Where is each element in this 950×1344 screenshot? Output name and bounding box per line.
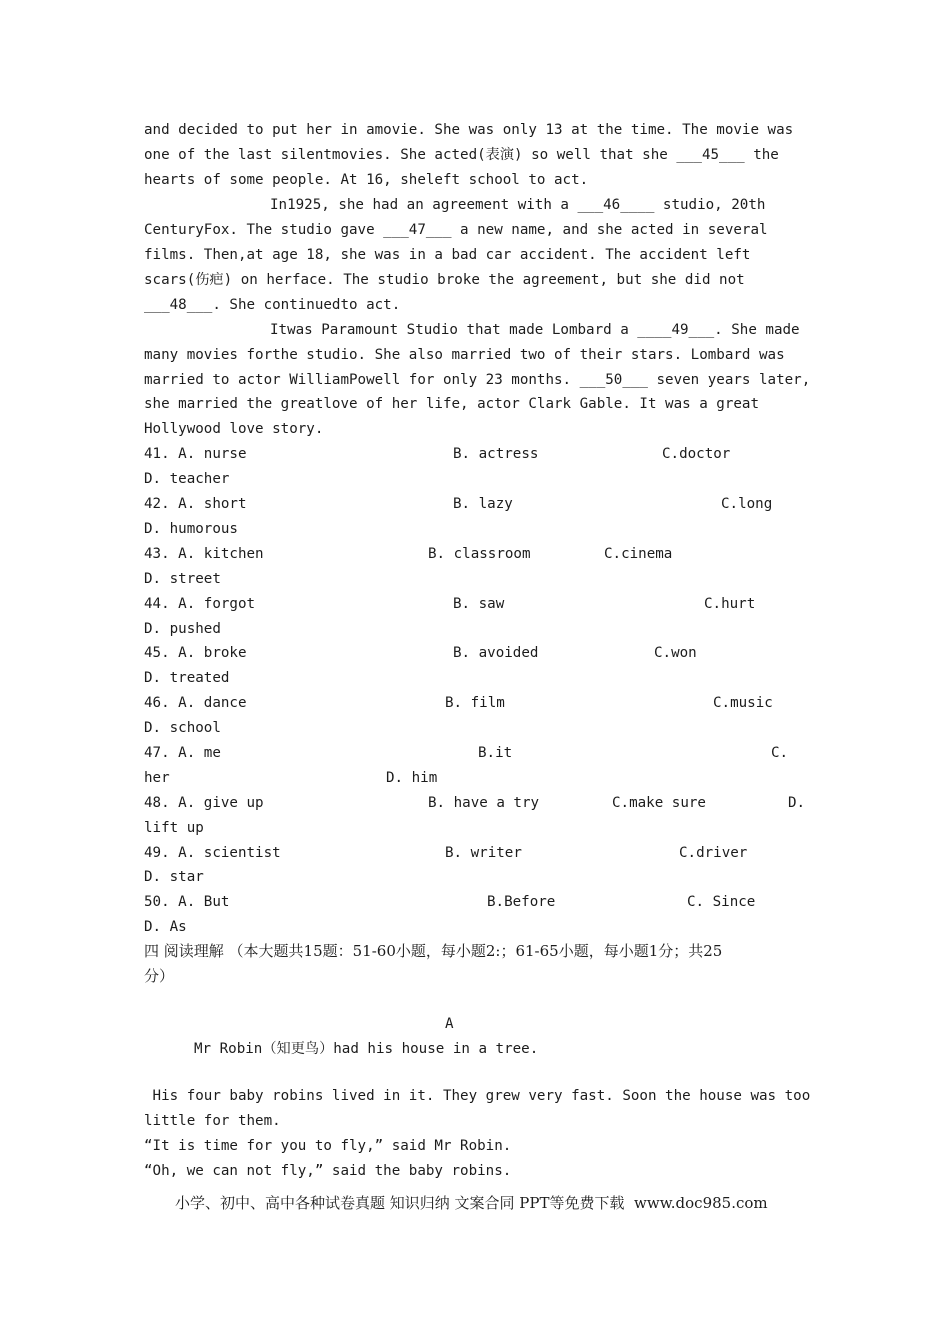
- question-41-option-d: D. teacher: [144, 471, 230, 487]
- question-48-option-b: B. have a try: [428, 795, 540, 811]
- question-49-option-b: B. writer: [445, 845, 522, 861]
- question-41-option-a: 41. A. nurse: [144, 446, 247, 462]
- question-45-option-d: D. treated: [144, 670, 230, 686]
- question-47-option-c: C.: [771, 745, 789, 761]
- question-42-option-a: 42. A. short: [144, 496, 247, 512]
- passage-line: married to actor WilliamPowell for only 23 months. ___50___ seven years later,: [144, 372, 811, 388]
- passage-line: In1925, she had an agreement with a ___46____ studio, 20th: [270, 197, 766, 213]
- question-42-option-c: C.long: [721, 496, 773, 512]
- question-45-option-b: B. avoided: [453, 645, 539, 661]
- question-44-option-b: B. saw: [453, 596, 505, 612]
- question-43-option-b: B. classroom: [428, 546, 531, 562]
- question-44-option-a: 44. A. forgot: [144, 596, 256, 612]
- passage-line: and decided to put her in amovie. She was only 13 at the time. The movie was: [144, 122, 794, 138]
- question-47-option-b: B.it: [478, 745, 513, 761]
- passage-line: one of the last silentmovies. She acted(表演) so well that she ___45___ the: [144, 147, 779, 163]
- question-47-option-d: D. him: [386, 770, 438, 786]
- passage-line: Itwas Paramount Studio that made Lombard a ____49___. She made: [270, 322, 800, 338]
- passage-line: films. Then,at age 18, she was in a bad car accident. The accident left: [144, 247, 751, 263]
- reading-line: His four baby robins lived in it. They grew very fast. Soon the house was too: [144, 1088, 811, 1104]
- question-43-option-a: 43. A. kitchen: [144, 546, 264, 562]
- page-footer: 小学、初中、高中各种试卷真题 知识归纳 文案合同 PPT等免费下载 www.doc985.com: [175, 1194, 768, 1212]
- question-43-option-d: D. street: [144, 571, 221, 587]
- passage-line: scars(伤疤) on herface. The studio broke the agreement, but she did not: [144, 272, 745, 288]
- question-46-option-c: C.music: [713, 695, 773, 711]
- question-46-option-d: D. school: [144, 720, 221, 736]
- question-41-option-c: C.doctor: [662, 446, 731, 462]
- question-41-option-b: B. actress: [453, 446, 539, 462]
- passage-line: CenturyFox. The studio gave ___47___ a new name, and she acted in several: [144, 222, 768, 238]
- question-48-option-d: D.: [788, 795, 806, 811]
- question-50-option-b: B.Before: [487, 894, 556, 910]
- passage-line: Hollywood love story.: [144, 421, 324, 437]
- question-46-option-b: B. film: [445, 695, 505, 711]
- question-49-option-d: D. star: [144, 869, 204, 885]
- question-48-option-d-text: lift up: [144, 820, 204, 836]
- question-49-option-a: 49. A. scientist: [144, 845, 281, 861]
- passage-line: many movies forthe studio. She also married two of their stars. Lombard was: [144, 347, 785, 363]
- question-42-option-b: B. lazy: [453, 496, 513, 512]
- passage-line: she married the greatlove of her life, actor Clark Gable. It was a great: [144, 396, 759, 412]
- passage-line: hearts of some people. At 16, sheleft school to act.: [144, 172, 589, 188]
- question-50-option-c: C. Since: [687, 894, 756, 910]
- question-45-option-c: C.won: [654, 645, 697, 661]
- question-47-option-c-text: her: [144, 770, 170, 786]
- section-heading-cont: 分）: [144, 967, 175, 985]
- passage-line: ___48___. She continuedto act.: [144, 297, 401, 313]
- question-43-option-c: C.cinema: [604, 546, 673, 562]
- question-49-option-c: C.driver: [679, 845, 748, 861]
- reading-line: “It is time for you to fly,” said Mr Robin.: [144, 1138, 512, 1154]
- passage-heading: A: [445, 1016, 454, 1032]
- section-heading: 四 阅读理解 （本大题共15题：51-60小题，每小题2:；61-65小题，每小题1分；共25: [144, 942, 723, 960]
- question-48-option-c: C.make sure: [612, 795, 706, 811]
- question-47-option-a: 47. A. me: [144, 745, 221, 761]
- question-48-option-a: 48. A. give up: [144, 795, 264, 811]
- reading-line: little for them.: [144, 1113, 281, 1129]
- question-50-option-d: D. As: [144, 919, 187, 935]
- question-44-option-c: C.hurt: [704, 596, 756, 612]
- reading-line: Mr Robin（知更鸟）had his house in a tree.: [194, 1041, 539, 1057]
- question-44-option-d: D. pushed: [144, 621, 221, 637]
- question-50-option-a: 50. A. But: [144, 894, 230, 910]
- reading-line: “Oh, we can not fly,” said the baby robins.: [144, 1163, 512, 1179]
- question-45-option-a: 45. A. broke: [144, 645, 247, 661]
- question-46-option-a: 46. A. dance: [144, 695, 247, 711]
- question-42-option-d: D. humorous: [144, 521, 238, 537]
